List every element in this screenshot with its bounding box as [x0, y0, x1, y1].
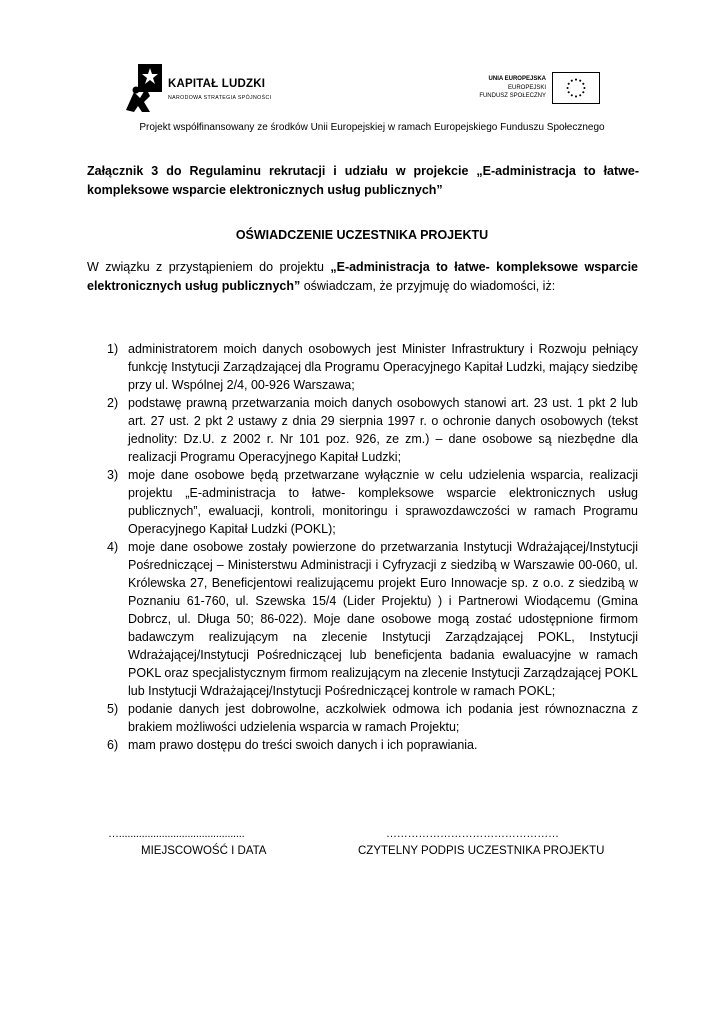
list-text: moje dane osobowe zostały powierzone do przetwarzania Instytucji Wdrażającej/Instytucji Pośredniczącej – Ministerstwu Administracji i Cyfryzacji z siedzibą w Warszawie 00-060, ul. Królewska 27, Beneficjentowi realizującemu projekt Euro Innowacje sp. z o.o. z siedzibą w Poznaniu 61-760, ul. Szewska 15/4 (Lider Projektu) ) i Partnerowi Wiodącemu (Gmina Dobrcz, ul. Długa 50; 86-022). Moje dane osobowe mogą zostać udostępnione firmom badawczym realizującym na zlecenie Instytucji Zarządzającej POKL, Instytucji Wdrażającej/Instytucji Pośredniczącej lub beneficjenta badania ewaluacyjne w ramach POKL oraz specjalistycznym firmom realizującym na zlecenie Instytucji Zarządzającej POKL lub Instytucji Wdrażającej/Instytucji Pośredniczącej kontrole w ramach POKL; [128, 540, 638, 698]
signature-line: ………………………………………… [386, 828, 559, 840]
list-number: 3) [107, 468, 119, 482]
declaration-title: OŚWIADCZENIE UCZESTNIKA PROJEKTU [235, 228, 489, 242]
list-text: administratorem moich danych osobowych jest Minister Infrastruktury i Rozwoju pełniący funkcję Instytucji Zarządzającej dla Programu Operacyjnego Kapitał Ludzki, mający siedzibę przy ul. Wspólnej 2/4, 00-926 Warszawa; [128, 342, 638, 392]
eu-star-icon [567, 87, 569, 89]
kapital-ludzki-title: KAPITAŁ LUDZKI [168, 78, 266, 90]
eu-fund-line3: FUNDUSZ SPOŁECZNY [479, 93, 546, 99]
cofinancing-note: Projekt współfinansowany ze środków Unii Europejskiej w ramach Europejskiego Funduszu Społecznego [139, 122, 605, 133]
eu-star-icon [582, 91, 584, 93]
list-text: podstawę prawną przetwarzania moich danych osobowych stanowi art. 23 ust. 1 pkt 2 lub art. 27 ust. 2 pkt 2 ustawy z dnia 29 sierpnia 1997 r. o ochronie danych osobowych (tekst jednolity: Dz.U. z 2002 r. Nr 101 poz. 926, ze zm.) – dane osobowe są niezbędne dla realizacji Programu Operacyjnego Kapitał Ludzki; [128, 396, 638, 464]
eu-star-icon [582, 83, 584, 85]
list-item [87, 466, 638, 538]
list-text: mam prawo dostępu do treści swoich danych i ich poprawiania. [128, 738, 478, 752]
declaration-list [87, 340, 638, 754]
list-item [87, 340, 638, 394]
eu-star-icon [568, 91, 570, 93]
eu-union-label: UNIA EUROPEJSKA [488, 76, 546, 82]
eu-flag-icon [552, 72, 600, 104]
list-item [87, 394, 638, 466]
list-number: 2) [107, 396, 119, 410]
list-item [87, 538, 638, 700]
eu-fund-line2: EUROPEJSKI [507, 84, 546, 91]
list-item [87, 700, 638, 736]
intro-project-name: „E-administracja to łatwe- kompleksowe wsparcie elektronicznych usług publicznych” [87, 260, 639, 293]
attachment-title: Załącznik 3 do Regulaminu rekrutacji i udziału w projekcie „E-administracja to łatwe-kompleksowe wsparcie elektronicznych usług publicznych” [87, 164, 639, 197]
intro-paragraph [87, 258, 638, 296]
place-date-label: MIEJSCOWOŚĆ I DATA [141, 845, 267, 857]
intro-before: W związku z przystąpieniem do projektu [87, 260, 331, 274]
list-number: 6) [107, 738, 119, 752]
list-text: podanie danych jest dobrowolne, aczkolwiek odmowa ich podania jest równoznaczna z brakiem możliwości udzielenia wsparcia w ramach Projektu; [128, 702, 638, 734]
list-number: 1) [107, 342, 119, 356]
kapital-ludzki-logo [124, 62, 164, 114]
eu-star-icon [579, 94, 581, 96]
place-date-line: …............................................ [108, 828, 245, 840]
list-text: moje dane osobowe będą przetwarzane wyłącznie w celu udzielenia wsparcia, realizacji projektu „E-administracja to łatwe- kompleksowe wsparcie elektronicznych usług publicznych”, ewaluacji, kontroli, monitoringu i sprawozdawczości w ramach Programu Operacyjnego Kapitał Ludzki (POKL); [128, 468, 638, 536]
eu-star-icon [571, 80, 573, 82]
intro-after: oświadczam, że przyjmuję do wiadomości, iż: [300, 279, 556, 293]
eu-star-icon [575, 95, 577, 97]
list-item [87, 736, 638, 754]
eu-fund-label [452, 75, 546, 101]
eu-star-icon [571, 94, 573, 96]
eu-star-icon [579, 80, 581, 82]
eu-star-icon [583, 87, 585, 89]
list-number: 4) [107, 540, 119, 554]
kapital-ludzki-subtitle: NARODOWA STRATEGIA SPÓJNOŚCI [168, 95, 272, 101]
eu-star-icon [575, 79, 577, 81]
eu-star-icon [568, 83, 570, 85]
list-number: 5) [107, 702, 119, 716]
signature-label: CZYTELNY PODPIS UCZESTNIKA PROJEKTU [358, 845, 605, 857]
